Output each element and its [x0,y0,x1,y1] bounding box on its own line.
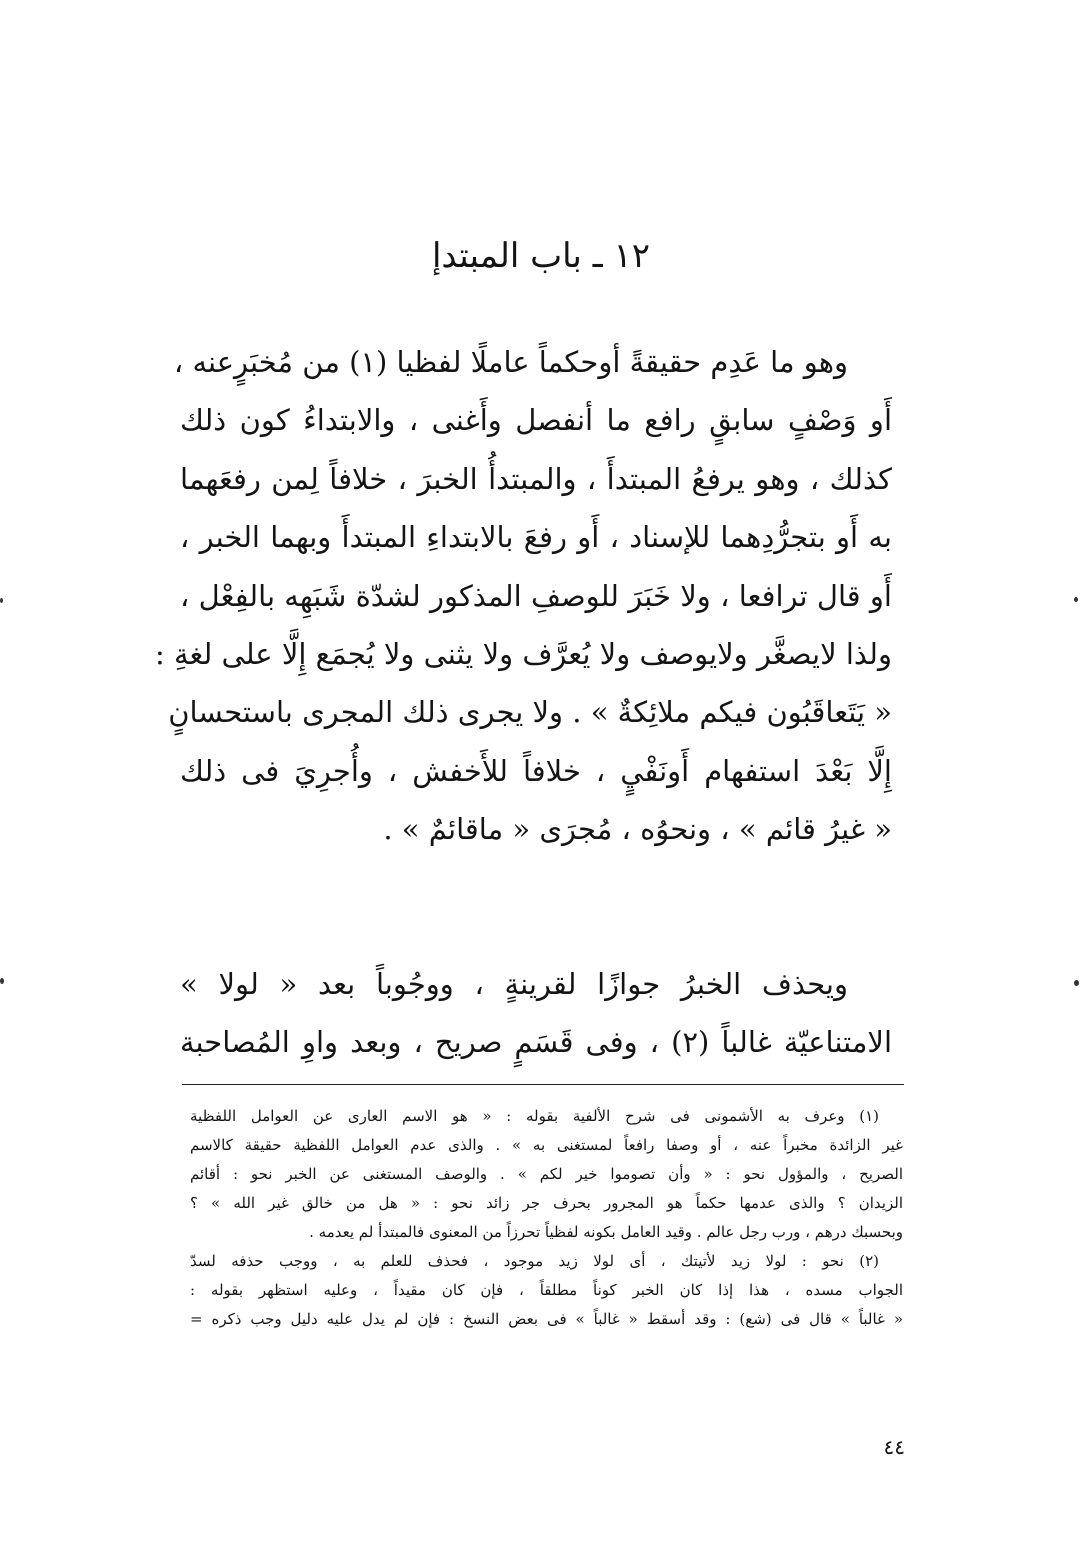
text-line: ويحذف الخبرُ جوازًا لقرينةٍ ، ووجُوباً بعد « لولا » [180,967,848,1001]
text-line: كذلك ، وهو يرفعُ المبتدأَ ، والمبتدأُ الخبرَ ، خلافاً لِمن رفعَهما [180,461,892,496]
footnote-separator [182,1084,904,1085]
scan-edge-mark [0,598,3,603]
footnote-line: وبحسبك درهم ، ورب رجل عالم . وقيد العامل بكونه لفظياً تحرزاً من المعنوى فالمبتدأ لم يعدمه . [309,1223,903,1241]
scan-edge-mark [1074,597,1078,602]
footnote-line: الزيدان ؟ والذى عدمها حكماً هو المجرور بحرف جر زائد نحو : « هل من خالق غير الله » ؟ [190,1194,903,1212]
footnote-line: (١) وعرف به الأشمونى فى شرح الألفية بقوله : « هو الاسم العارى عن العوامل اللفظية [190,1107,879,1125]
text-line: ولذا لايصغَّر ولايوصف ولا يُعرَّف ولا يثنى ولا يُجمَع إِلَّا على لغةِ : [154,636,892,671]
text-line: « يَتَعاقَبُون فيكم ملائِكةٌ » . ولا يجرى ذلك المجرى باستحسانٍ [168,695,892,730]
text-line: الامتناعيّة غالباً (٢) ، وفى قَسَمٍ صريح ، وبعد واوِ المُصاحبة [180,1025,892,1060]
footnote-line: غير الزائدة مخبراً عنه ، أو وصفا رافعاً لمستغنى به » . والذى عدم العوامل اللفظية حقيقة كالاسم [190,1136,903,1154]
scan-edge-mark [0,978,4,984]
chapter-title: ١٢ ـ باب المبتدإ [431,236,651,276]
scan-edge-mark [1074,980,1079,986]
text-line: به أَو بتجرُّدِهما للإسناد ، أَو رفعَ بالابتداءِ المبتدأَ وبهما الخبر ، [180,520,892,555]
footnote-line: الجواب مسده ، هذا إذا كان الخبر كوناً مطلقاً ، فإن كان مقيداً ، وعليه استظهر بقوله : [190,1281,903,1299]
text-line: أَو وَصْفٍ سابقٍ رافع ما أنفصل وأَغنى ، والابتداءُ كون ذلك [180,403,892,438]
main-paragraph-1 [154,333,892,859]
text-line: « غيرُ قائم » ، ونحوُه ، مُجرَى « ماقائمٌ » . [383,812,892,847]
footnote-line: (٢) نحو : لولا زيد لأتيتك ، أى لولا زيد موجود ، فحذف للعلم به ، ووجب حذفه لسدّ [190,1252,879,1270]
text-line: إِلَّا بَعْدَ استفهام أَونَفْيٍ ، خلافاً للأَخفش ، وأُجرِيَ فى ذلك [180,753,892,788]
text-line: وهو ما عَدِم حقيقةً أوحكماً عاملًا لفظيا (١) من مُخبَرٍعنه ، [173,345,848,379]
text-line: أَو قال ترافعا ، ولا خَبَرَ للوصفِ المذكور لشدّة شَبَهِه بالفِعْل ، [180,578,892,613]
page-number: ٤٤ [883,1435,905,1459]
footnote-line: الصريح ، والمؤول نحو : « وأن تصوموا خير لكم » . والوصف المستغنى عن الخبر نحو : أقائم [190,1165,903,1183]
main-paragraph-2 [180,955,892,1072]
footnote-line: « غالباً » قال فى (شع) : وقد أسقط « غالباً » فى بعض النسخ : فإن لم يدل عليه دليل وجب ذكره = [190,1310,903,1328]
footnotes [190,1102,903,1334]
